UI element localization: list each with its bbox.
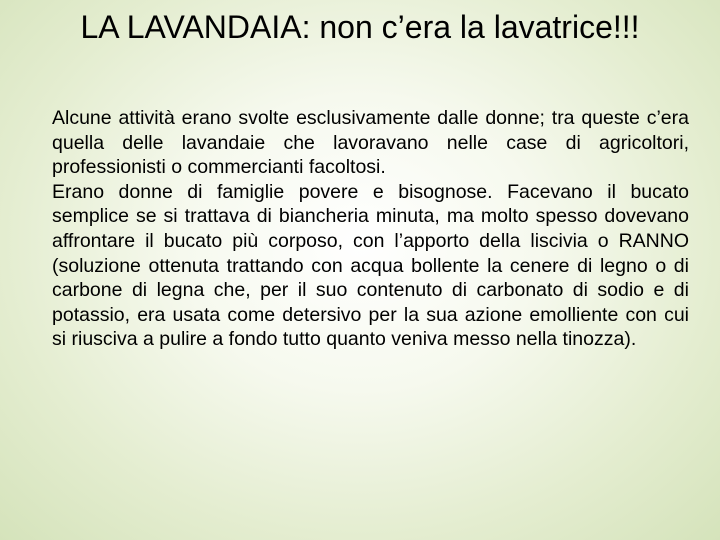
body-paragraph-1: Alcune attività erano svolte esclusivamente dalle donne; tra queste c’era quella delle lavandaie che lavoravano nelle case di agricoltori, professionisti o commercianti facoltosi. [52, 107, 689, 179]
slide-title: LA LAVANDAIA: non c’era la lavatrice!!! [80, 9, 640, 45]
slide-body [52, 106, 689, 352]
body-paragraph-2: Erano donne di famiglie povere e bisognose. Facevano il bucato semplice se si trattava di biancheria minuta, ma molto spesso dovevano affrontare il bucato più corposo, con l’apporto della liscivia o RANNO (soluzione ottenuta trattando con acqua bollente la cenere di legno o di carbone di legna che, per il suo contenuto di carbonato di sodio e di potassio, era usata come detersivo per la sua azione emolliente con cui si riusciva a pulire a fondo tutto quanto veniva messo nella tinozza). [52, 180, 689, 351]
